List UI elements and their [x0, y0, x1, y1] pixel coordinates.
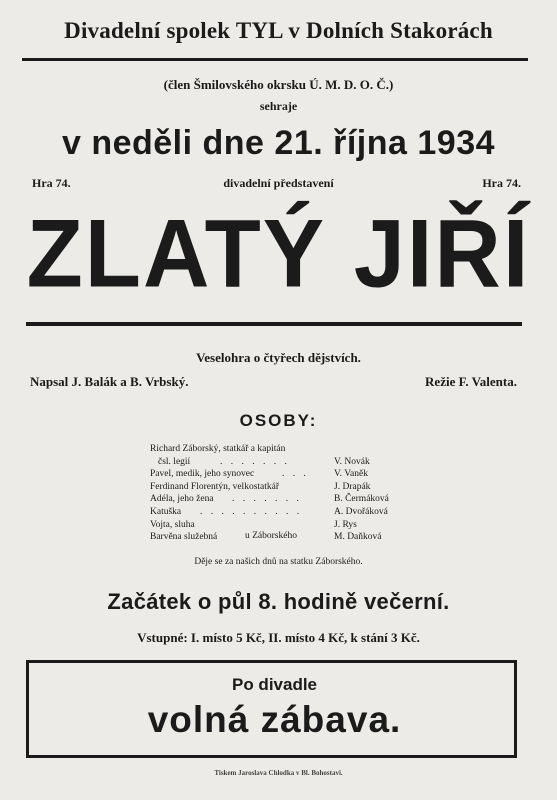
cast-row: čsl. legií . . . . . . . V. Novák [158, 456, 370, 467]
cast-actor: A. Dvořáková [334, 506, 388, 517]
cast-bracket-note: u Záborského [245, 531, 297, 541]
top-rule [22, 58, 528, 61]
play-director: Režie F. Valenta. [425, 374, 517, 389]
cast-row: Katuška . . . . . . . . . . A. Dvořáková [150, 506, 388, 517]
cast-actor: M. Daňková [334, 532, 382, 543]
play-number-right: Hra 74. [482, 176, 521, 190]
cast-role: Vojta, sluha [150, 519, 195, 530]
after-show-label: Po divadle [231, 675, 318, 694]
cast-actor: J. Drapák [334, 481, 371, 492]
cast-row: Pavel, medik, jeho synovec . . . V. Vaněk [150, 469, 368, 480]
cast-row: Adéla, jeho žena . . . . . . . B. Čermáková [150, 494, 389, 505]
play-genre: Veselohra o čtyřech dějstvích. [196, 350, 361, 365]
cast-role: Katuška [150, 506, 182, 517]
cast-role: Adéla, jeho žena [150, 494, 214, 505]
presents-text: sehraje [259, 99, 298, 113]
performance-label: divadelní představení [223, 176, 334, 190]
cast-row [150, 443, 440, 456]
play-title: ZLATÝ JIŘÍ [26, 200, 531, 308]
society-name: Divadelní spolek TYL v Dolních Stakorách [64, 18, 493, 43]
play-number-left: Hra 74. [32, 176, 71, 190]
cast-actor: B. Čermáková [334, 494, 389, 505]
play-authors: Napsal J. Balák a B. Vrbský. [30, 374, 189, 389]
start-time: Začátek o půl 8. hodině večerní. [107, 589, 450, 614]
cast-role: Barvěna služebná [150, 532, 218, 543]
printer-note: Tiskem Jaroslava Chlodka v Bl. Bohostavi. [214, 769, 343, 777]
title-rule [26, 322, 522, 326]
cast-heading: OSOBY: [239, 411, 318, 430]
cast-actor: V. Vaněk [334, 469, 368, 480]
after-party-box [26, 660, 517, 758]
cast-row [150, 519, 440, 532]
member-note: (člen Šmilovského okrsku Ú. M. D. O. Č.) [163, 77, 394, 92]
cast-role: Pavel, medik, jeho synovec [150, 469, 255, 480]
performance-date: v neděli dne 21. října 1934 [61, 124, 496, 162]
cast-role: Richard Záborský, statkář a kapitán [150, 444, 286, 454]
setting-note: Děje se za našich dnů na statku Záborského. [194, 557, 363, 567]
cast-role: čsl. legií [158, 456, 191, 467]
cast-actor: V. Novák [334, 456, 370, 467]
cast-actor: J. Rys [334, 519, 357, 530]
party-label: volná zábava. [147, 699, 402, 740]
cast-list [150, 443, 440, 544]
cast-role: Ferdinand Florentýn, velkostatkář [150, 481, 280, 492]
cast-row [150, 481, 440, 494]
admission-prices: Vstupné: I. místo 5 Kč, II. místo 4 Kč, k stání 3 Kč. [137, 630, 420, 645]
